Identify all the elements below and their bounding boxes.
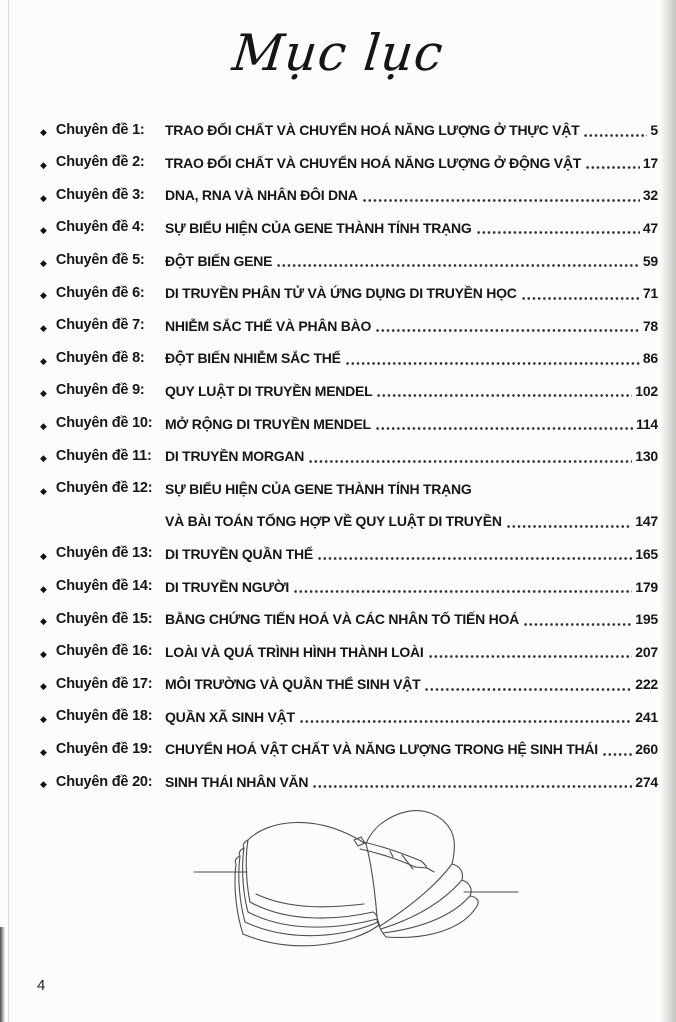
- toc-entry-title: DI TRUYỀN NGƯỜI: [165, 578, 290, 595]
- toc-entry-label: Chuyên đề 18:: [55, 708, 153, 725]
- toc-entry-title: QUY LUẬT DI TRUYỀN MENDEL: [165, 382, 373, 399]
- dot-leader: [277, 264, 640, 267]
- diamond-bullet-icon: ◆: [40, 257, 47, 268]
- dot-leader: [507, 525, 633, 528]
- toc-entry-page-number: 179: [635, 578, 658, 595]
- dot-leader: [584, 134, 647, 137]
- dot-leader: [377, 394, 632, 397]
- toc-entry-label: Chuyên đề 13:: [55, 545, 153, 562]
- toc-entry-page-number: 165: [635, 545, 658, 562]
- toc-entry-page-number: 274: [635, 774, 658, 791]
- toc-entry-title: SINH THÁI NHÂN VĂN: [165, 774, 309, 791]
- table-of-contents: [40, 113, 658, 797]
- dot-leader: [524, 623, 632, 626]
- toc-entry-label: Chuyên đề 4:: [55, 219, 145, 236]
- toc-entry-label-cell: [40, 188, 165, 204]
- toc-entry-label: Chuyên đề 3:: [55, 186, 145, 203]
- dot-leader: [603, 753, 632, 756]
- toc-entry: [40, 243, 658, 276]
- toc-entry-label: Chuyên đề 14:: [55, 577, 153, 594]
- toc-entry-label-cell: [40, 155, 165, 171]
- toc-entry: [40, 211, 658, 244]
- toc-entry-page-number: 260: [635, 741, 658, 758]
- toc-entry-page-number: 241: [635, 708, 658, 725]
- page-title: Mục lục: [229, 24, 447, 82]
- diamond-bullet-icon: ◆: [40, 714, 47, 725]
- diamond-bullet-icon: ◆: [40, 290, 47, 301]
- toc-entry-label-cell: [40, 286, 165, 302]
- toc-entry-label: Chuyên đề 2:: [55, 154, 145, 171]
- folio-page-number: 4: [37, 977, 46, 994]
- toc-entry: [40, 113, 658, 146]
- dot-leader: [313, 785, 632, 788]
- dot-leader: [429, 655, 633, 658]
- scan-shadow-bottom-left: [0, 927, 5, 1022]
- diamond-bullet-icon: ◆: [40, 388, 47, 399]
- dot-leader: [309, 460, 632, 463]
- dot-leader: [376, 427, 633, 430]
- diamond-bullet-icon: ◆: [40, 583, 47, 594]
- toc-entry-label: Chuyên đề 12:: [55, 480, 153, 497]
- toc-entry-title: DNA, RNA VÀ NHÂN ĐÔI DNA: [165, 187, 358, 204]
- toc-entry: [40, 667, 658, 700]
- toc-entry: [40, 537, 658, 570]
- diamond-bullet-icon: ◆: [40, 355, 47, 366]
- toc-entry: [40, 635, 658, 668]
- diamond-bullet-icon: ◆: [40, 420, 47, 431]
- diamond-bullet-icon: ◆: [40, 551, 47, 562]
- toc-entry: [40, 732, 658, 765]
- toc-entry: [40, 602, 658, 635]
- toc-entry-title: NHIỄM SẮC THỂ VÀ PHÂN BÀO: [165, 317, 372, 334]
- diamond-bullet-icon: ◆: [40, 453, 47, 464]
- dot-leader: [376, 329, 640, 332]
- toc-entry-page-number: 147: [635, 513, 658, 530]
- toc-entry-title: SỰ BIỂU HIỆN CỦA GENE THÀNH TÍNH TRẠNG: [165, 219, 472, 236]
- toc-entry-label-cell: [40, 546, 165, 562]
- toc-entry-page-number: 71: [642, 285, 658, 302]
- toc-entry-continuation: [40, 504, 658, 537]
- dot-leader: [425, 688, 632, 691]
- toc-entry: [40, 146, 658, 179]
- dot-leader: [363, 199, 640, 202]
- toc-entry-page-number: 47: [642, 219, 658, 236]
- open-book-pen-illustration: [150, 796, 570, 958]
- toc-entry-title: LOÀI VÀ QUÁ TRÌNH HÌNH THÀNH LOÀI: [165, 643, 424, 660]
- toc-entry-label-cell: [40, 123, 165, 139]
- toc-entry-page-number: 32: [642, 187, 658, 204]
- toc-entry: [40, 765, 658, 798]
- toc-entry-label: Chuyên đề 7:: [55, 317, 145, 334]
- toc-entry: [40, 309, 658, 342]
- toc-entry-label: Chuyên đề 10:: [55, 415, 153, 431]
- dot-leader: [346, 362, 640, 365]
- toc-entry-label-cell: [40, 449, 165, 465]
- diamond-bullet-icon: ◆: [40, 192, 47, 203]
- toc-entry-label-cell: [40, 383, 165, 399]
- diamond-bullet-icon: ◆: [40, 616, 47, 627]
- toc-entry-label-cell: [40, 775, 165, 791]
- toc-entry-title: BẰNG CHỨNG TIẾN HOÁ VÀ CÁC NHÂN TỐ TIẾN HOÁ: [165, 611, 519, 628]
- toc-entry-title: SỰ BIỂU HIỆN CỦA GENE THÀNH TÍNH TRẠNG: [165, 480, 472, 497]
- diamond-bullet-icon: ◆: [40, 159, 47, 170]
- diamond-bullet-icon: ◆: [40, 485, 47, 496]
- toc-entry-title: ĐỘT BIẾN NHIỄM SẮC THỂ: [165, 350, 341, 367]
- toc-entry-page-number: 195: [635, 611, 658, 628]
- toc-entry-label: Chuyên đề 9:: [55, 382, 145, 399]
- toc-entry-label-cell: [40, 318, 165, 334]
- toc-entry-label-cell: [40, 416, 165, 432]
- toc-entry-title: DI TRUYỀN MORGAN: [165, 448, 305, 465]
- toc-entry-label-cell: [40, 253, 165, 269]
- toc-entry-title: ĐỘT BIẾN GENE: [165, 252, 273, 269]
- toc-entry-label: Chuyên đề 6:: [55, 284, 145, 301]
- toc-entry-title-line2: VÀ BÀI TOÁN TỔNG HỢP VỀ QUY LUẬT DI TRUYỀN: [165, 513, 502, 530]
- toc-entry-label: Chuyên đề 8:: [55, 349, 145, 366]
- toc-entry-title: TRAO ĐỔI CHẤT VÀ CHUYỂN HOÁ NĂNG LƯỢNG Ở ĐỘNG VẬT: [165, 154, 582, 171]
- toc-entry-label: Chuyên đề 17:: [55, 675, 153, 692]
- diamond-bullet-icon: ◆: [40, 648, 47, 659]
- toc-entry-label-cell: [40, 677, 165, 693]
- toc-entry-page-number: 5: [650, 122, 658, 139]
- dot-leader: [586, 166, 640, 169]
- scan-shadow-right: [660, 0, 676, 1022]
- toc-entry: [40, 178, 658, 211]
- toc-entry-title: DI TRUYỀN PHÂN TỬ VÀ ỨNG DỤNG DI TRUYỀN HỌC: [165, 285, 517, 302]
- toc-entry-page-number: 17: [642, 154, 658, 171]
- toc-entry-page-number: 102: [635, 382, 658, 399]
- toc-entry-page-number: 114: [636, 415, 658, 432]
- toc-entry: [40, 472, 658, 505]
- toc-entry-label: Chuyên đề 11:: [55, 447, 152, 464]
- toc-entry-label-cell: [40, 644, 165, 660]
- toc-entry-label-cell: [40, 220, 165, 236]
- toc-entry-label-cell: [40, 351, 165, 367]
- scan-edge-left: [8, 0, 9, 1022]
- toc-entry-title: MÔI TRƯỜNG VÀ QUẦN THỂ SINH VẬT: [165, 676, 421, 693]
- toc-entry-label-cell: [40, 481, 165, 497]
- dot-leader: [522, 297, 640, 300]
- diamond-bullet-icon: ◆: [40, 681, 47, 692]
- toc-entry-label: Chuyên đề 5:: [55, 252, 145, 269]
- dot-leader: [477, 231, 640, 234]
- toc-entry-page-number: 59: [642, 252, 658, 269]
- toc-entry: [40, 341, 658, 374]
- toc-entry-page-number: 207: [635, 643, 658, 660]
- toc-entry-page-number: 86: [642, 350, 658, 367]
- dot-leader: [318, 557, 632, 560]
- diamond-bullet-icon: ◆: [40, 225, 47, 236]
- toc-entry-title: QUẦN XÃ SINH VẬT: [165, 708, 295, 725]
- toc-entry-label-cell: [40, 612, 165, 628]
- toc-entry-label-cell: [40, 579, 165, 595]
- toc-entry: [40, 406, 658, 439]
- dot-leader: [294, 590, 632, 593]
- toc-entry-label-cell: [40, 742, 165, 758]
- toc-entry: [40, 569, 658, 602]
- toc-entry: [40, 439, 658, 472]
- toc-entry-title: MỞ RỘNG DI TRUYỀN MENDEL: [165, 415, 371, 432]
- toc-entry-title: TRAO ĐỔI CHẤT VÀ CHUYỂN HOÁ NĂNG LƯỢNG Ở THỰC VẬT: [165, 122, 580, 139]
- toc-entry-page-number: 222: [635, 676, 658, 693]
- toc-entry-label-cell: [40, 709, 165, 725]
- toc-entry-label: Chuyên đề 1:: [55, 121, 145, 138]
- toc-entry-page-number: 130: [635, 448, 658, 465]
- toc-entry: [40, 374, 658, 407]
- toc-entry: [40, 700, 658, 733]
- toc-entry-label: Chuyên đề 20:: [55, 773, 153, 790]
- dot-leader: [300, 720, 632, 723]
- diamond-bullet-icon: ◆: [40, 779, 47, 790]
- toc-entry: [40, 276, 658, 309]
- toc-entry-label: Chuyên đề 16:: [55, 643, 153, 660]
- toc-entry-title: DI TRUYỀN QUẦN THỂ: [165, 545, 313, 562]
- diamond-bullet-icon: ◆: [40, 746, 47, 757]
- toc-entry-page-number: 78: [642, 317, 658, 334]
- diamond-bullet-icon: ◆: [40, 322, 47, 333]
- diamond-bullet-icon: ◆: [40, 127, 47, 138]
- toc-entry-label: Chuyên đề 19:: [55, 740, 153, 757]
- toc-entry-label: Chuyên đề 15:: [55, 610, 153, 627]
- toc-entry-title: CHUYỂN HOÁ VẬT CHẤT VÀ NĂNG LƯỢNG TRONG HỆ SINH THÁI: [165, 741, 598, 758]
